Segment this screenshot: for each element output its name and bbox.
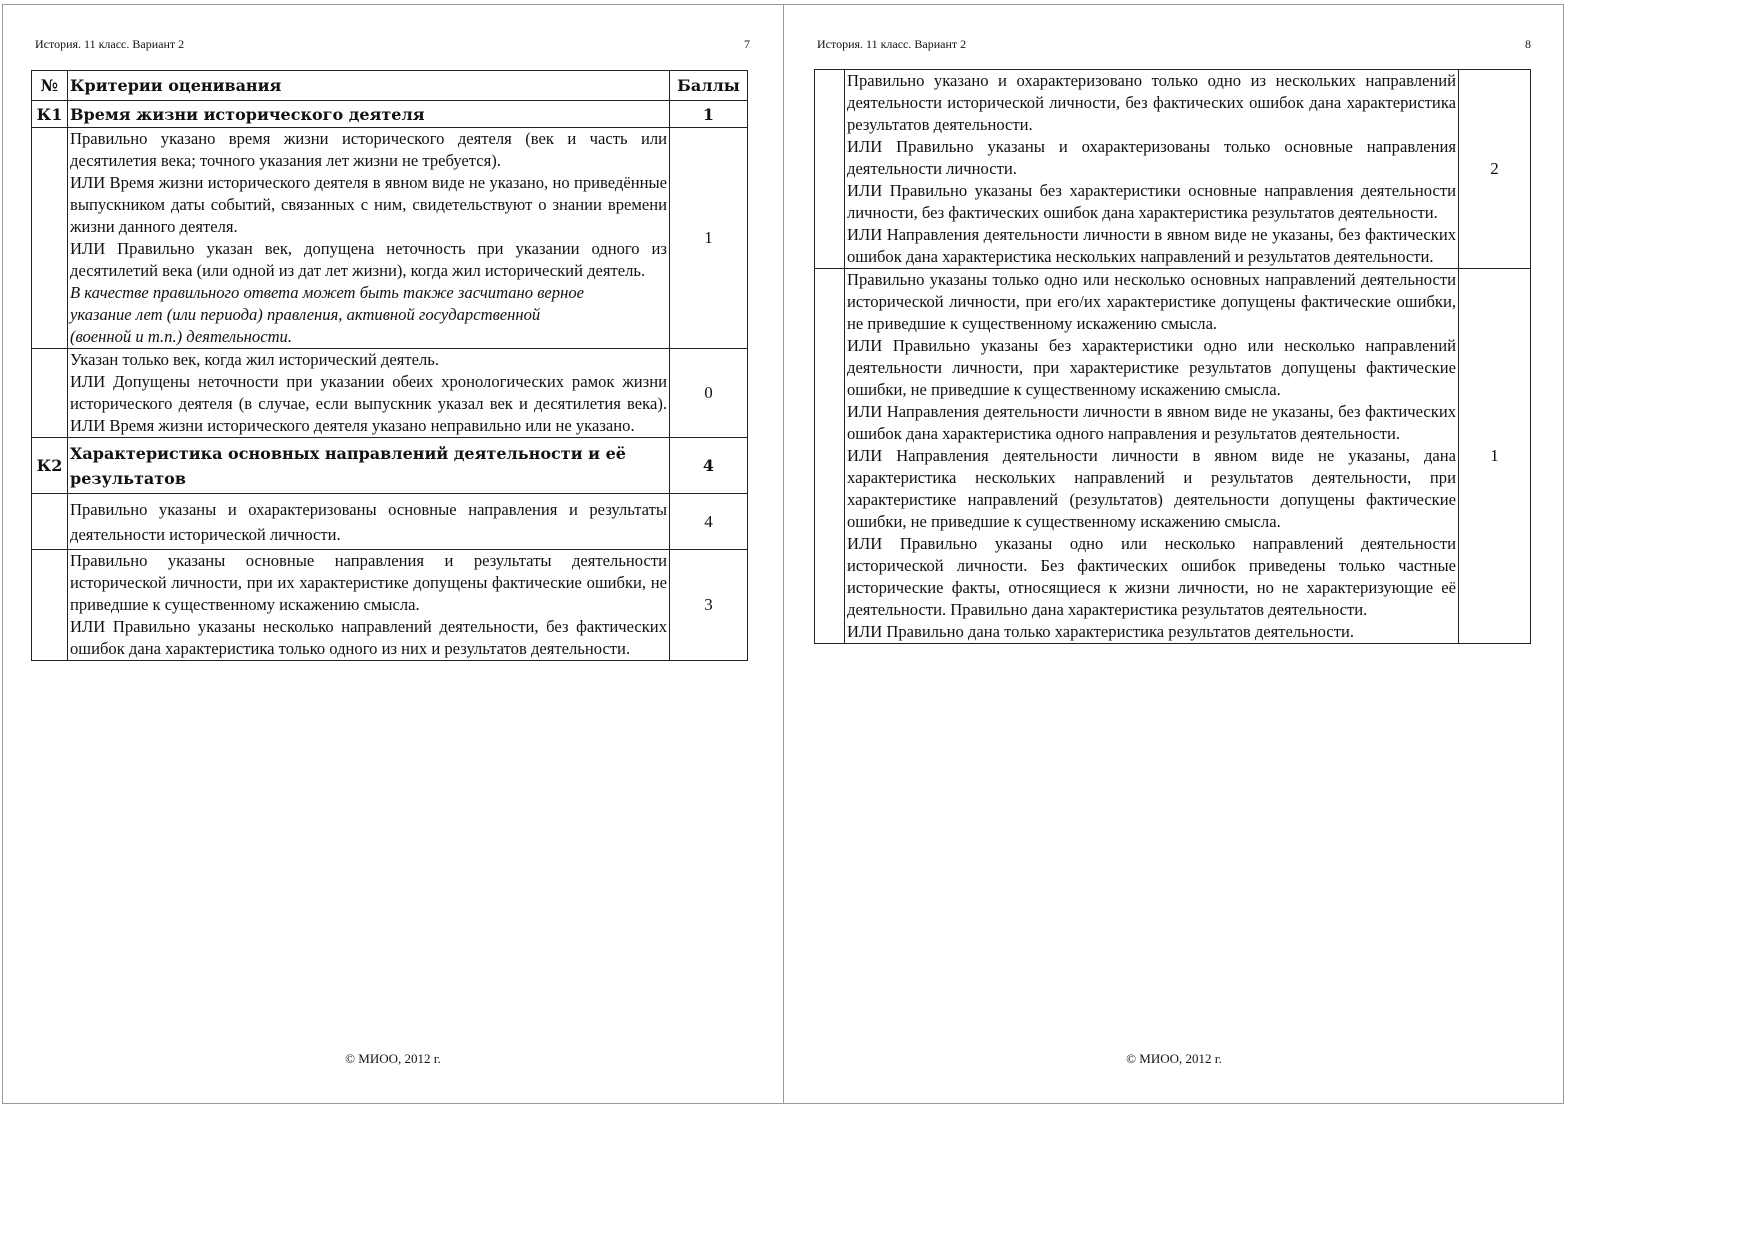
table-header-row bbox=[32, 71, 748, 101]
table-row bbox=[32, 128, 748, 349]
criterion-max-score: 1 bbox=[670, 101, 748, 128]
copyright-footer: © МИОО, 2012 г. bbox=[1126, 1051, 1222, 1066]
row-score: 0 bbox=[670, 349, 748, 438]
criterion-description: Правильно указано время жизни исторического деятеля (век и часть или десятилетия века; точного указания лет жизни не требуется). ИЛИ Время жизни исторического деятеля в явном виде не указано, но приведённые выпускником даты событий, связанных с ним, свидетельствуют о знании времени жизни данного деятеля. ИЛИ Правильно указан век, допущена неточность при указании одного из десятилетий века (или одной из дат лет жизни), когда жил исторический деятель. В качестве правильного ответа может быть также засчитано верное указание лет (или периода) правления, активной государственной (военной и т.п.) деятельности. bbox=[68, 128, 670, 349]
col-score-header: Баллы bbox=[670, 71, 748, 101]
page-number: 7 bbox=[744, 37, 750, 51]
table-row bbox=[32, 349, 748, 438]
criterion-title: Время жизни исторического деятеля bbox=[68, 101, 670, 128]
page-number: 8 bbox=[1525, 37, 1531, 51]
criterion-description: Правильно указаны основные направления и результаты деятельности исторической личности, при их характеристике допущены фактические ошибки, не приведшие к существенному искажению смысла. ИЛИ Правильно указаны несколько направлений деятельности, без фактических ошибок дана характеристика только одного из них и результатов деятельности. bbox=[68, 550, 670, 661]
col-number-header: № bbox=[32, 71, 68, 101]
criterion-note: В качестве правильного ответа может быть также засчитано верное указание лет (или периода) правления, активной государственной (военной и т.п.) деятельности. bbox=[70, 283, 584, 346]
row-score: 2 bbox=[1459, 70, 1531, 269]
table-row bbox=[815, 70, 1531, 269]
criterion-title: Характеристика основных направлений деятельности и её результатов bbox=[68, 438, 670, 494]
table-row bbox=[32, 550, 748, 661]
criterion-k2-row bbox=[32, 438, 748, 494]
table-row bbox=[815, 269, 1531, 644]
col-criteria-header: Критерии оценивания bbox=[68, 71, 670, 101]
row-score: 4 bbox=[670, 494, 748, 550]
criterion-code: К2 bbox=[32, 438, 68, 494]
criteria-table bbox=[31, 70, 748, 661]
criterion-description: Правильно указано и охарактеризовано только одно из нескольких направлений деятельности исторической личности, без фактических ошибок дана характеристика результатов деятельности. ИЛИ Правильно указаны и охарактеризованы только основные направления деятельности личности. ИЛИ Правильно указаны без характеристики основные направления деятельности личности, без фактических ошибок дана характеристика результатов деятельности. ИЛИ Направления деятельности личности в явном виде не указаны, без фактических ошибок дана характеристика нескольких направлений и результатов деятельности. bbox=[845, 70, 1459, 269]
row-score: 1 bbox=[670, 128, 748, 349]
row-score: 3 bbox=[670, 550, 748, 661]
page-8 bbox=[785, 4, 1563, 1104]
criterion-description: Правильно указаны только одно или несколько основных направлений деятельности исторической личности, при его/их характеристике допущены фактические ошибки, не приведшие к существенному искажению смысла. ИЛИ Правильно указаны без характеристики одно или несколько направлений деятельности личности, при характеристике результатов допущены фактические ошибки, не приведшие к существенному искажению смысла. ИЛИ Направления деятельности личности в явном виде не указаны, без фактических ошибок дана характеристика одного направления и результатов деятельности. ИЛИ Направления деятельности личности в явном виде не указаны, дана характеристика нескольких направлений и результатов деятельности, при характеристике направлений (результатов) деятельности допущены фактические ошибки, не приведшие к существенному искажению смысла. ИЛИ Правильно указаны одно или несколько направлений деятельности исторической личности. Без фактических ошибок приведены только частные исторические факты, относящиеся к жизни личности, но не характеризующие её деятельности. Правильно дана характеристика результатов деятельности. ИЛИ Правильно дана только характеристика результатов деятельности. bbox=[845, 269, 1459, 644]
criterion-description: Правильно указаны и охарактеризованы основные направления и результаты деятельности исторической личности. bbox=[68, 494, 670, 550]
criterion-description: Указан только век, когда жил исторический деятель. ИЛИ Допущены неточности при указании обеих хронологических рамок жизни исторического деятеля (в случае, если выпускник указал век и десятилетия века). ИЛИ Время жизни исторического деятеля указано неправильно или не указано. bbox=[68, 349, 670, 438]
table-row bbox=[32, 494, 748, 550]
criterion-max-score: 4 bbox=[670, 438, 748, 494]
row-score: 1 bbox=[1459, 269, 1531, 644]
criterion-k1-row bbox=[32, 101, 748, 128]
page-7 bbox=[3, 4, 783, 1104]
copyright-footer: © МИОО, 2012 г. bbox=[345, 1051, 441, 1066]
criteria-table-continued bbox=[814, 69, 1531, 644]
running-header: История. 11 класс. Вариант 2 bbox=[817, 37, 967, 51]
page-divider bbox=[783, 4, 784, 1104]
running-header: История. 11 класс. Вариант 2 bbox=[35, 37, 185, 51]
criterion-code: К1 bbox=[32, 101, 68, 128]
